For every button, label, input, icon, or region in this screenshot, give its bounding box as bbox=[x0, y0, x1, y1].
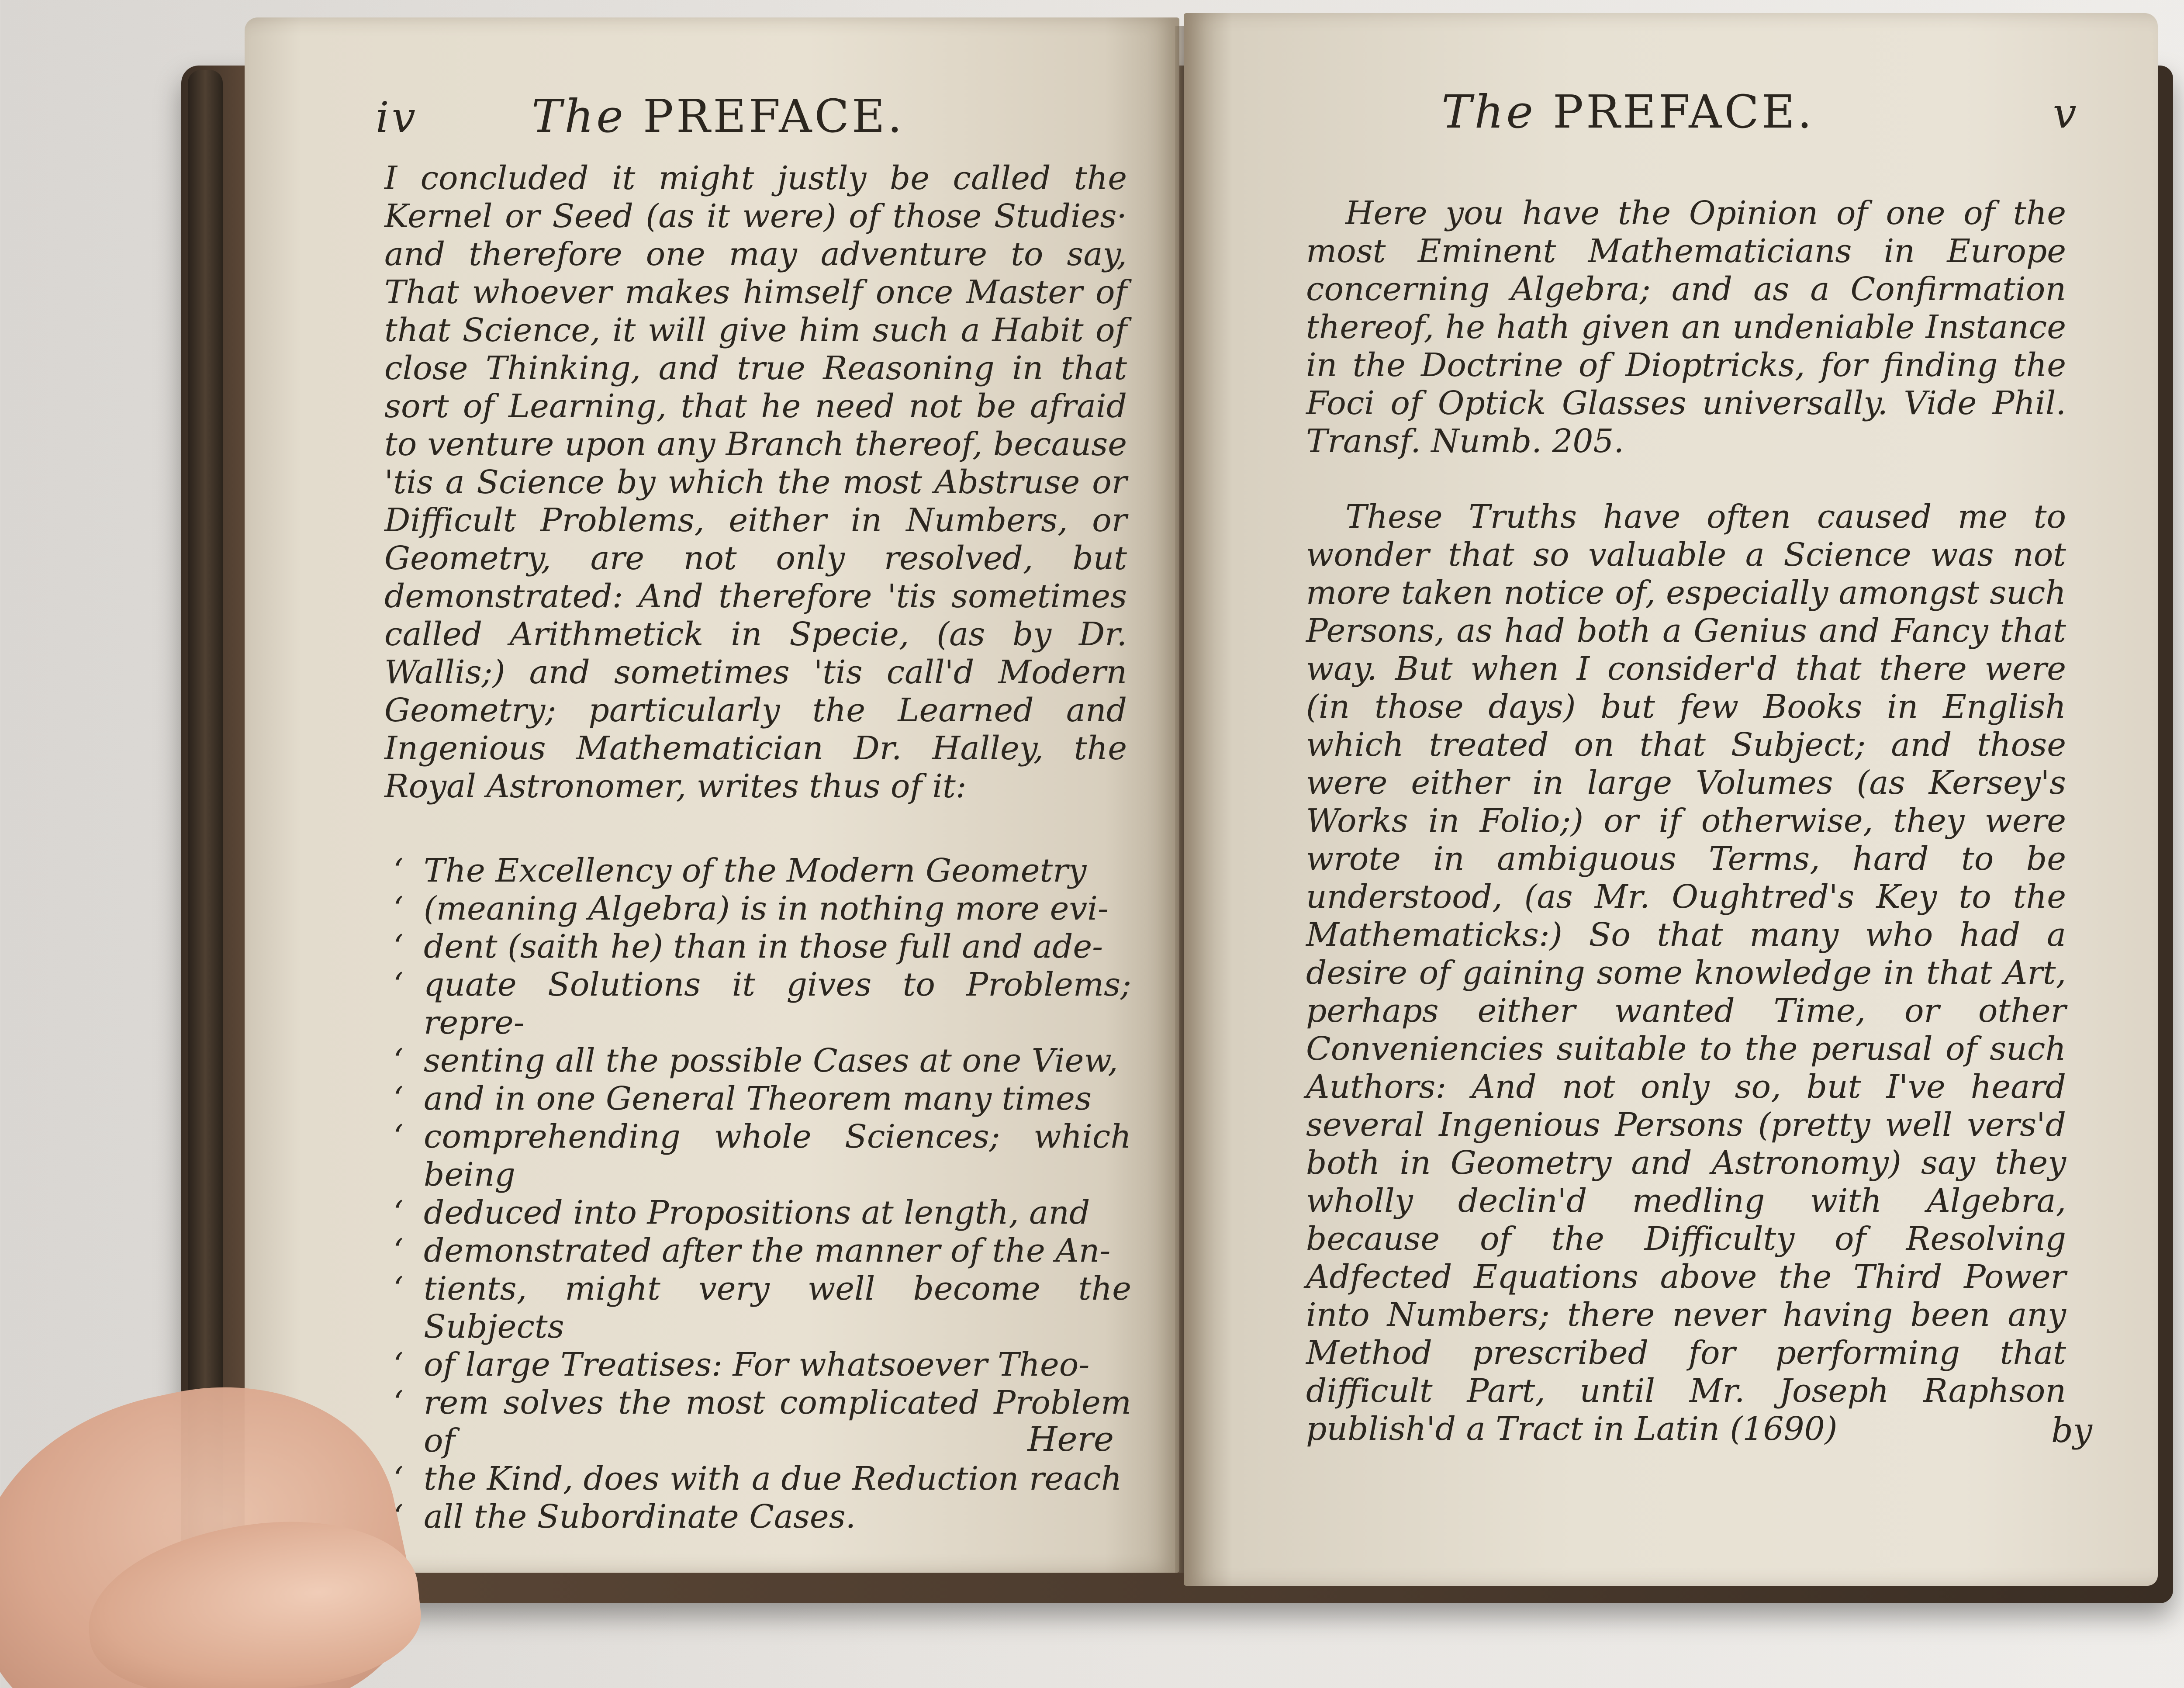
right-page-body-2 bbox=[1306, 498, 2066, 1448]
left-page-header bbox=[376, 90, 1140, 151]
halley-quotation bbox=[393, 852, 1131, 1536]
left-title-word: PREFACE. bbox=[643, 90, 905, 143]
quote-line: ‘ deduced into Propositions at length, and bbox=[393, 1194, 1131, 1232]
right-running-title bbox=[1441, 85, 1814, 138]
quote-line: ‘ (meaning Algebra) is in nothing more evi- bbox=[393, 890, 1131, 928]
quote-line: ‘ quate Solutions it gives to Problems; repre- bbox=[393, 966, 1131, 1042]
book-spine bbox=[188, 70, 223, 1555]
quote-line: ‘ senting all the possible Cases at one View, bbox=[393, 1042, 1131, 1080]
quote-line: ‘ demonstrated after the manner of the An- bbox=[393, 1232, 1131, 1270]
left-page bbox=[245, 17, 1179, 1573]
quote-line: ‘ rem solves the most complicated Problem of bbox=[393, 1384, 1131, 1460]
quote-line: ‘ the Kind, does with a due Reduction reach bbox=[393, 1460, 1131, 1498]
left-running-title bbox=[532, 90, 905, 143]
right-title-word: PREFACE. bbox=[1552, 85, 1814, 138]
quote-line: ‘ dent (saith he) than in those full and ade- bbox=[393, 928, 1131, 966]
quote-line: ‘ all the Subordinate Cases. bbox=[393, 1498, 1131, 1536]
quote-line: ‘ and in one General Theorem many times bbox=[393, 1080, 1131, 1118]
right-title-the: The bbox=[1441, 85, 1536, 138]
left-paragraph-1: I concluded it might justly be called the Kernel or Seed (as it were) of those Studies· and therefore one may adventure to say, That whoever makes himself once Master of that Science, it will give him such a Habit of close Thinking, and true Reasoning in that sort of Learning, that he need not be afraid to venture upon any Branch thereof, because 'tis a Science by which the most Abstruse or Difficult Problems, either in Numbers, or Geometry, are not only resolved, but demonstrated: And therefore 'tis sometimes called Arithmetick in Specie, (as by Dr. Wallis;) and sometimes 'tis call'd Modern Geometry; particularly the Learned and Ingenious Mathematician Dr. Halley, the Royal Astronomer, writes thus of it: bbox=[384, 159, 1127, 805]
right-paragraph-1: Here you have the Opinion of one of the most Eminent Mathematicians in Europe concerning Algebra; and as a Confirmation thereof, he hath given an undeniable Instance in the Doctrine of Dioptricks, for finding the Foci of Optick Glasses universally. Vide Phil. Transf. Numb. 205. bbox=[1306, 194, 2066, 460]
left-page-body bbox=[384, 159, 1127, 806]
right-page-header bbox=[1441, 85, 2079, 146]
quote-line: ‘ tients, might very well become the Subjects bbox=[393, 1270, 1131, 1346]
right-paragraph-2: These Truths have often caused me to wonder that so valuable a Science was not more taken notice of, especially amongst such Persons, as had both a Genius and Fancy that way. But when I consider'd that there were (in those days) but few Books in English which treated on that Subject; and those were either in large Volumes (as Kersey's Works in Folio;) or if otherwise, they were wrote in ambiguous Terms, hard to be understood, (as Mr. Oughtred's Key to the Mathematicks:) So that many who had a desire of gaining some knowledge in that Art, perhaps either wanted Time, or other Conveniencies suitable to the perusal of such Authors: And not only so, but I've heard several Ingenious Persons (pretty well vers'd both in Geometry and Astronomy) say they wholly declin'd medling with Algebra, because of the Difficulty of Resolving Adfected Equations above the Third Power into Numbers; there never having been any Method prescribed for performing that difficult Part, until Mr. Joseph Raphson publish'd a Tract in Latin (1690) bbox=[1306, 498, 2066, 1448]
right-catchword: by bbox=[2051, 1411, 2092, 1450]
right-page-body-1 bbox=[1306, 194, 2066, 460]
left-catchword: Here bbox=[1027, 1420, 1114, 1459]
left-page-number: iv bbox=[376, 93, 418, 142]
right-page bbox=[1184, 13, 2158, 1586]
right-page-number: v bbox=[2053, 89, 2079, 138]
left-title-the: The bbox=[531, 90, 626, 143]
quote-line: ‘ comprehending whole Sciences; which being bbox=[393, 1118, 1131, 1194]
quote-line: ‘ The Excellency of the Modern Geometry bbox=[393, 852, 1131, 890]
quote-line: ‘ of large Treatises: For whatsoever Theo- bbox=[393, 1346, 1131, 1384]
